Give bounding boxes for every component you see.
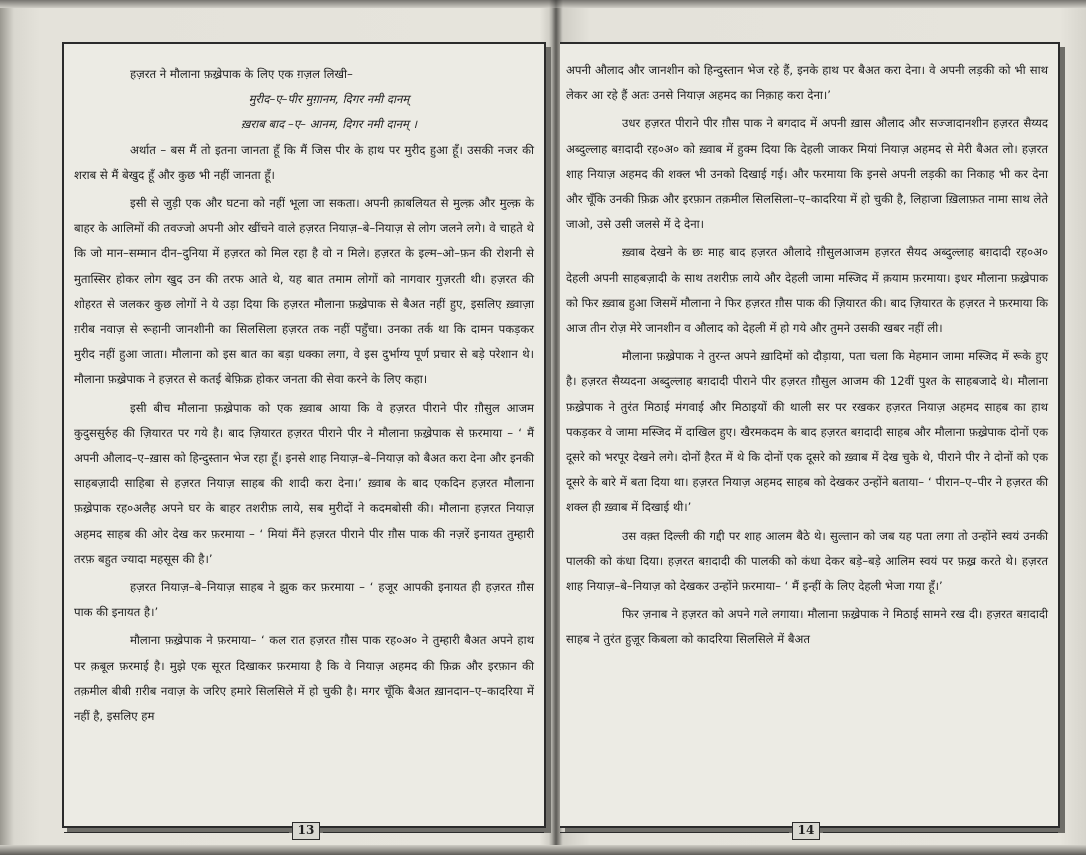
- right-paragraph-5: उस वक़्त दिल्ली की गद्दी पर शाह आलम बैठे थे। सुल्तान को जब यह पता लगा तो उन्होंने स्वयं उनकी पालकी को कंधा दिया। हज़रत बग़दादी की पालकी को कंधा देकर बड़े–बड़े आलिम स्वयं पर फ़ख़्र करते थे। हज़रत शाह नियाज़–बे–नियाज़ को देखकर उन्होंने फ़रमाया– ‘ मैं इन्हीं के लिए देहली भेजा गया हूँ।’: [566, 528, 1048, 594]
- scan-top-edge: [0, 0, 1086, 8]
- left-page-text: [64, 44, 544, 826]
- left-intro-line: हज़रत ने मौलाना फ़ख़्रेपाक के लिए एक ग़ज़ल लिखी–: [130, 67, 353, 81]
- page-number-right: 14: [792, 822, 820, 840]
- right-paragraph-1: अपनी औलाद और जानशीन को हिन्दुस्तान भेज रहे हैं, इनके हाथ पर बैअत करा देना। वे अपनी लड़की को भी साथ लेकर आ रहे हैं अतः उनसे नियाज़ अहमद का निक़ाह करा देना।’: [566, 63, 1048, 103]
- right-bottom-rule: [560, 832, 789, 833]
- verse-line-2: ख़राब बाद –ए– आनम, दिगर नमी दानम् ।: [240, 117, 418, 132]
- left-paragraph-2: इसी से जुड़ी एक और घटना को नहीं भूला जा सकता। अपनी क़ाबलियत से मुल्क़ और मुल्क़ के बाहर के आलिमों की तवज्जो अपनी ओर खींचने वाले हज़रत नियाज़–बे–नियाज़ से लोग जलने लगे। वे चाहते थे कि जो मान–सम्मान दीन–दुनिया में हज़रत को मिल रहा है वो न मिले। हज़रत के इल्म–ओ–फ़न की रोशनी से मुतास्सिर होकर लोग खुद उन की तरफ आते थे, यह बात तमाम लोगों को नागवार गुज़रती थी। हज़रत की शोहरत से जलकर कुछ लोगों ने ये उड़ा दिया कि हज़रत मौलाना फ़ख़्रेपाक से बैअत नहीं हुए, इसलिए ख़्वाज़ा ग़रीब नवाज़ से रूहानी जानशीनी का सिलसिला हज़रत तक नहीं पहुँचा। उनका तर्क था कि दामन पकड़कर मुरीद नहीं हुआ जाता। मौलाना को इस बात का बड़ा धक्का लगा, वे इस दुर्भाग्य पूर्ण प्रचार से बड़े परेशान थे। मौलाना फ़ख़्रेपाक ने हज़रत से कतई बेफ़िक्र होकर जनता की सेवा करने के लिए कहा।: [74, 196, 534, 387]
- left-bottom-rule: [64, 832, 289, 833]
- left-bottom-rule-right: [323, 832, 544, 833]
- left-paragraph-5: मौलाना फ़ख़्रेपाक ने फ़रमाया– ‘ कल रात हज़रत ग़ौस पाक रह०अ० ने तुम्हारी बैअत अपने हाथ पर क़बूल फ़रमाई है। मुझे एक सूरत दिखाकर फ़रमाया है कि वे नियाज़ अहमद की फ़िक्र और इरफ़ान की तक़मील बीबी ग़रीब नवाज़ के जरिए हमारे सिलसिले में हो चुकी है। मगर चूँकि बैअत ख़ानदान–ए–कादरिया में नहीं है, इसलिए हम: [74, 633, 534, 724]
- right-page: [560, 42, 1060, 837]
- right-page-text: [560, 44, 1058, 826]
- right-bottom-rule-right: [823, 832, 1058, 833]
- page-number-left: 13: [292, 822, 320, 840]
- right-paragraph-2: उधर हज़रत पीराने पीर ग़ौस पाक ने बगदाद में अपनी ख़ास औलाद और सज्जादानशीन हज़रत सैय्यद अब्दुल्लाह बग़दादी रह०अ० को ख़्वाब में हुक्म दिया कि देहली जाकर मियां नियाज़ अहमद से मेरी बैअत लो। हज़रत शाह नियाज़ अहमद की शक्ल भी उनको दिखाई गई। और फरमाया कि इनसे अपनी लड़की का निकाह भी कर देना और चूँकि उनकी फ़िक्र और इरफ़ान तक़मील सिलसिला–ए–कादरिया में हो चुकी है, लिहाजा ख़िलाफ़त नामा साथ लेते जाओ, उसे उसी जलसे में दे देना।: [566, 116, 1048, 232]
- left-paragraph-1: अर्थात – बस मैं तो इतना जानता हूँ कि मैं जिस पीर के हाथ पर मुरीद हुआ हूँ। उसकी नजर की शराब से मैं बेखुद हूँ और कुछ भी नहीं जानता हूँ।: [74, 142, 534, 182]
- right-paragraph-6: फिर ज़नाब ने हज़रत को अपने गले लगाया। मौलाना फ़ख़्रेपाक ने मिठाई सामने रख दी। हज़रत बग़दादी साहब ने तुरंत हुज़ूर किबला को कादरिया सिलसिले में बैअत: [566, 607, 1048, 647]
- left-paragraph-3: इसी बीच मौलाना फ़ख़्रेपाक को एक ख़्वाब आया कि वे हज़रत पीराने पीर ग़ौसुल आजम कुदुससुर्रुह की ज़ियारत पर गये है। बाद ज़ियारत हज़रत पीराने पीर ने मौलाना फ़ख़्रेपाक से फ़रमाया – ‘ मैं अपनी औलाद–ए–ख़ास को हिन्दुस्तान भेज रहा हूँ। इनसे शाह नियाज़–बे–नियाज़ को बैअत करा देना और इनकी साहबज़ादी साहिबा से हज़रत नियाज़ साहब की शादी करा देना।’ ख़्वाब के बाद एकदिन हज़रत मौलाना फ़ख़्रेपाक रह०अलैह अपने घर के बाहर तशरीफ़ लाये, सब मुरीदों ने कदमबोसी की। मौलाना हज़रत नियाज़ अहमद साहब की ओर देख कर फ़रमाया – ‘ मियां मैंने हज़रत पीराने पीर ग़ौस पाक की नज़रें इनायत तुम्हारी तरफ़ बहुत ज्यादा महसूस की है।’: [74, 400, 534, 566]
- right-paragraph-3: ख़्वाब देखने के छः माह बाद हज़रत औलादे ग़ौसुलआजम हज़रत सैयद अब्दुल्लाह बग़दादी रह०अ० देहली अपनी साहबज़ादी के साथ तशरीफ़ लाये और देहली जामा मस्जिद में क़याम फ़रमाया। इधर मौलाना फ़ख़्रेपाक को फिर ख़्वाब हुआ जिसमें मौलाना ने फिर हज़रत ग़ौस पाक की ज़ियारत की। बाद ज़ियारत के हज़रत ने फ़रमाया कि आज तीन रोज़ मेरे जानशीन व औलाद को देहली में हो गये और तुमने उसकी खबर नहीं ली।: [566, 245, 1048, 336]
- left-paragraph-4: हज़रत नियाज़–बे–नियाज़ साहब ने झुक कर फ़रमाया – ‘ हजूर आपकी इनायत ही हज़रत ग़ौस पाक की इनायत है।’: [74, 580, 534, 620]
- verse-line-1: मुरीद–ए–पीर मुग़ानम, दिगर नमी दानम्: [248, 92, 410, 107]
- left-page: [62, 42, 546, 837]
- right-paragraph-4: मौलाना फ़ख़्रेपाक ने तुरन्त अपने ख़ादिमों को दौड़ाया, पता चला कि मेहमान जामा मस्जिद में रूके हुए है। हज़रत सैय्यदना अब्दुल्लाह बग़दादी पीराने पीर हज़रत ग़ौसुल आजम की 12वीं पुश्त के साहबजादे थे। मौलाना फ़ख़्रेपाक ने तुरंत मिठाई मंगवाई और मिठाइयों की थाली सर पर रखकर हज़रत नियाज़ अहमद साहब का हाथ पकड़कर वे जामा मस्जिद में दाखिल हुए। खैरमकदम के बाद हज़रत बग़दादी साहब और मौलाना फ़ख़्रेपाक दोनों एक दूसरे को भरपूर देखने लगे। दोनों हैरत में थे कि दोनों एक दूसरे को ख़्वाब में देख चुके थे, पीराने पीर ने दोनों को एक दूसरे के बारे में बता दिया था। हज़रत नियाज़ अहमद साहब को देखकर उन्होंने बताया– ‘ पीरान–ए–पीर ने हज़रत की शक्ल ही ख़्वाब में दिखाई थी।’: [566, 349, 1048, 515]
- scan-bottom-edge: [0, 845, 1086, 855]
